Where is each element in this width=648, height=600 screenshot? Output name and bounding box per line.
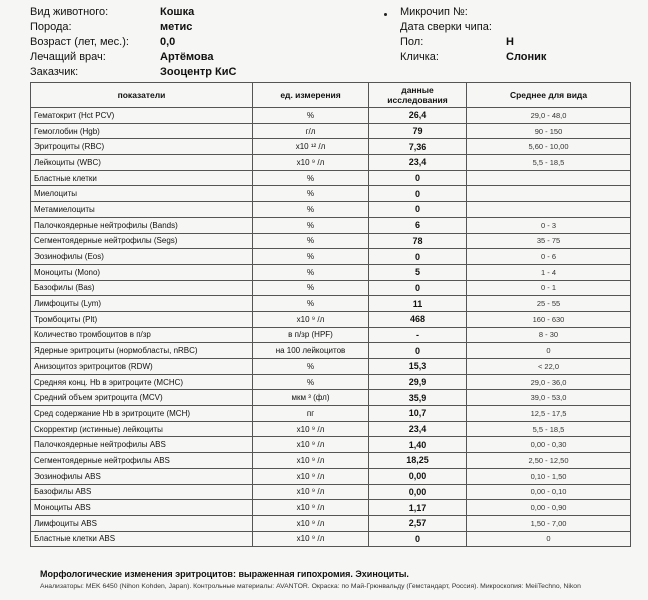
row-indicator-cell: Гемоглобин (Hgb) [31,123,253,139]
table-row [31,327,631,343]
row-indicator-cell: Моноциты (Mono) [31,264,253,280]
row-value-cell: 0,00 [369,468,467,484]
row-indicator-cell: Эозинофилы (Eos) [31,249,253,265]
table-row [31,264,631,280]
row-unit-cell: % [253,108,369,124]
row-unit-cell: % [253,359,369,375]
row-reference-cell: 5,5 - 18,5 [467,421,631,437]
row-indicator-cell: Средний объем эритроцита (MCV) [31,390,253,406]
row-value-cell: 0 [369,280,467,296]
row-unit-cell: x10 ¹² /л [253,139,369,155]
sex-label: Пол: [400,36,424,48]
age-label: Возраст (лет, мес.): [30,36,129,48]
age-value: 0,0 [160,36,176,48]
row-value-cell: 0 [369,249,467,265]
row-reference-cell: 1,50 - 7,00 [467,515,631,531]
row-indicator-cell: Эритроциты (RBC) [31,139,253,155]
table-row [31,139,631,155]
breed-value: метис [160,21,193,33]
table-row [31,406,631,422]
table-row [31,123,631,139]
row-reference-cell: 25 - 55 [467,296,631,312]
table-row [31,453,631,469]
row-reference-cell [467,170,631,186]
table-row [31,437,631,453]
row-value-cell: 29,9 [369,374,467,390]
row-indicator-cell: Ядерные эритроциты (нормобласты, nRBC) [31,343,253,359]
row-value-cell: 7,36 [369,139,467,155]
row-value-cell: 468 [369,311,467,327]
row-value-cell: 2,57 [369,515,467,531]
row-reference-cell: 8 - 30 [467,327,631,343]
row-reference-cell: 35 - 75 [467,233,631,249]
row-unit-cell: мкм ³ (фл) [253,390,369,406]
row-reference-cell: 29,0 - 48,0 [467,108,631,124]
row-value-cell: 79 [369,123,467,139]
row-indicator-cell: Палочкоядерные нейтрофилы ABS [31,437,253,453]
row-reference-cell [467,202,631,218]
row-reference-cell: 5,5 - 18,5 [467,155,631,171]
row-unit-cell: x10 ⁹ /л [253,311,369,327]
row-unit-cell: г/л [253,123,369,139]
row-unit-cell: x10 ⁹ /л [253,453,369,469]
table-row [31,249,631,265]
row-reference-cell: 0,00 - 0,90 [467,500,631,516]
row-unit-cell: % [253,249,369,265]
row-value-cell: 78 [369,233,467,249]
table-row [31,421,631,437]
row-indicator-cell: Бластные клетки [31,170,253,186]
table-row [31,484,631,500]
row-value-cell: 0 [369,202,467,218]
row-reference-cell: 5,60 - 10,00 [467,139,631,155]
row-reference-cell: 2,50 - 12,50 [467,453,631,469]
row-unit-cell: x10 ⁹ /л [253,531,369,547]
table-row [31,468,631,484]
row-reference-cell: 90 - 150 [467,123,631,139]
row-value-cell: 26,4 [369,108,467,124]
row-indicator-cell: Базофилы (Bas) [31,280,253,296]
row-unit-cell: % [253,170,369,186]
row-unit-cell: пг [253,406,369,422]
table-header-row [31,83,631,108]
row-reference-cell: < 22,0 [467,359,631,375]
row-indicator-cell: Сегментоядерные нейтрофилы ABS [31,453,253,469]
row-indicator-cell: Количество тромбоцитов в п/зр [31,327,253,343]
table-row [31,155,631,171]
row-reference-cell [467,186,631,202]
species-label: Вид животного: [30,6,109,18]
row-indicator-cell: Лимфоциты (Lym) [31,296,253,312]
row-unit-cell: % [253,233,369,249]
table-row [31,531,631,547]
customer-label: Заказчик: [30,66,79,78]
row-unit-cell: % [253,264,369,280]
row-value-cell: 5 [369,264,467,280]
chip-label: Микрочип №: [400,6,468,18]
row-reference-cell: 0 [467,343,631,359]
table-row [31,217,631,233]
row-unit-cell: x10 ⁹ /л [253,155,369,171]
breed-label: Порода: [30,21,72,33]
row-unit-cell: % [253,186,369,202]
table-row [31,296,631,312]
row-indicator-cell: Скорректир (истинные) лейкоциты [31,421,253,437]
row-indicator-cell: Гематокрит (Hct PCV) [31,108,253,124]
morphology-note: Морфологические изменения эритроцитов: выраженная гипохромия. Эхиноциты. [40,569,409,579]
header-value: данные исследования [369,83,467,108]
row-value-cell: 23,4 [369,155,467,171]
table-row [31,186,631,202]
row-reference-cell: 39,0 - 53,0 [467,390,631,406]
row-reference-cell: 29,0 - 36,0 [467,374,631,390]
table-row [31,311,631,327]
row-value-cell: 15,3 [369,359,467,375]
row-indicator-cell: Миелоциты [31,186,253,202]
row-unit-cell: на 100 лейкоцитов [253,343,369,359]
row-value-cell: 0 [369,186,467,202]
bullet-dot [384,13,387,16]
row-indicator-cell: Метамиелоциты [31,202,253,218]
row-indicator-cell: Сегментоядерные нейтрофилы (Segs) [31,233,253,249]
row-unit-cell: % [253,280,369,296]
row-value-cell: 10,7 [369,406,467,422]
row-indicator-cell: Палочкоядерные нейтрофилы (Bands) [31,217,253,233]
row-indicator-cell: Средняя конц. Hb в эритроците (MCHC) [31,374,253,390]
row-indicator-cell: Эозинофилы ABS [31,468,253,484]
row-value-cell: - [369,327,467,343]
species-value: Кошка [160,6,195,18]
row-reference-cell: 1 - 4 [467,264,631,280]
row-reference-cell: 0 [467,531,631,547]
row-indicator-cell: Лимфоциты ABS [31,515,253,531]
row-value-cell: 1,17 [369,500,467,516]
row-indicator-cell: Сред содержание Hb в эритроците (MCH) [31,406,253,422]
row-reference-cell: 0 - 3 [467,217,631,233]
table-row [31,202,631,218]
nickname-label: Кличка: [400,51,439,63]
row-unit-cell: в п/зр (HPF) [253,327,369,343]
table-row [31,500,631,516]
table-row [31,359,631,375]
row-indicator-cell: Тромбоциты (Plt) [31,311,253,327]
table-row [31,108,631,124]
table-row [31,390,631,406]
header-indicator: показатели [31,83,253,108]
doctor-value: Артёмова [160,51,214,63]
header-unit: ед. измерения [253,83,369,108]
row-indicator-cell: Анизоцитоз эритроцитов (RDW) [31,359,253,375]
row-indicator-cell: Лейкоциты (WBC) [31,155,253,171]
row-value-cell: 11 [369,296,467,312]
row-unit-cell: % [253,217,369,233]
row-reference-cell: 160 - 630 [467,311,631,327]
table-row [31,233,631,249]
row-value-cell: 0 [369,170,467,186]
header-reference: Среднее для вида [467,83,631,108]
row-value-cell: 18,25 [369,453,467,469]
customer-value: Зооцентр КиС [160,66,237,78]
row-unit-cell: % [253,202,369,218]
row-value-cell: 1,40 [369,437,467,453]
row-indicator-cell: Базофилы ABS [31,484,253,500]
row-unit-cell: x10 ⁹ /л [253,515,369,531]
row-value-cell: 0,00 [369,484,467,500]
row-value-cell: 6 [369,217,467,233]
table-row [31,170,631,186]
row-indicator-cell: Бластные клетки ABS [31,531,253,547]
table-row [31,280,631,296]
analyzers-note: Анализаторы: MEK 6450 (Nihon Kohden, Japan). Контрольные материалы: AVANTOR. Окраска: по Май-Грюнвальду (Гемстандарт, Россия). Микроскопия: MeiiTechno, Nikon [40,583,581,590]
row-unit-cell: x10 ⁹ /л [253,437,369,453]
row-reference-cell: 12,5 - 17,5 [467,406,631,422]
row-unit-cell: % [253,296,369,312]
table-row [31,343,631,359]
row-reference-cell: 0,10 - 1,50 [467,468,631,484]
row-unit-cell: % [253,374,369,390]
row-unit-cell: x10 ⁹ /л [253,468,369,484]
row-unit-cell: x10 ⁹ /л [253,484,369,500]
sex-value: Н [506,36,514,48]
table-row [31,374,631,390]
row-reference-cell: 0,00 - 0,30 [467,437,631,453]
row-value-cell: 23,4 [369,421,467,437]
row-value-cell: 35,9 [369,390,467,406]
nickname-value: Слоник [506,51,547,63]
results-table [30,82,631,547]
row-value-cell: 0 [369,531,467,547]
doctor-label: Лечащий врач: [30,51,106,63]
row-reference-cell: 0 - 1 [467,280,631,296]
row-reference-cell: 0,00 - 0,10 [467,484,631,500]
table-row [31,515,631,531]
chip-date-label: Дата сверки чипа: [400,21,492,33]
row-indicator-cell: Моноциты ABS [31,500,253,516]
row-unit-cell: x10 ⁹ /л [253,421,369,437]
row-value-cell: 0 [369,343,467,359]
row-reference-cell: 0 - 6 [467,249,631,265]
row-unit-cell: x10 ⁹ /л [253,500,369,516]
